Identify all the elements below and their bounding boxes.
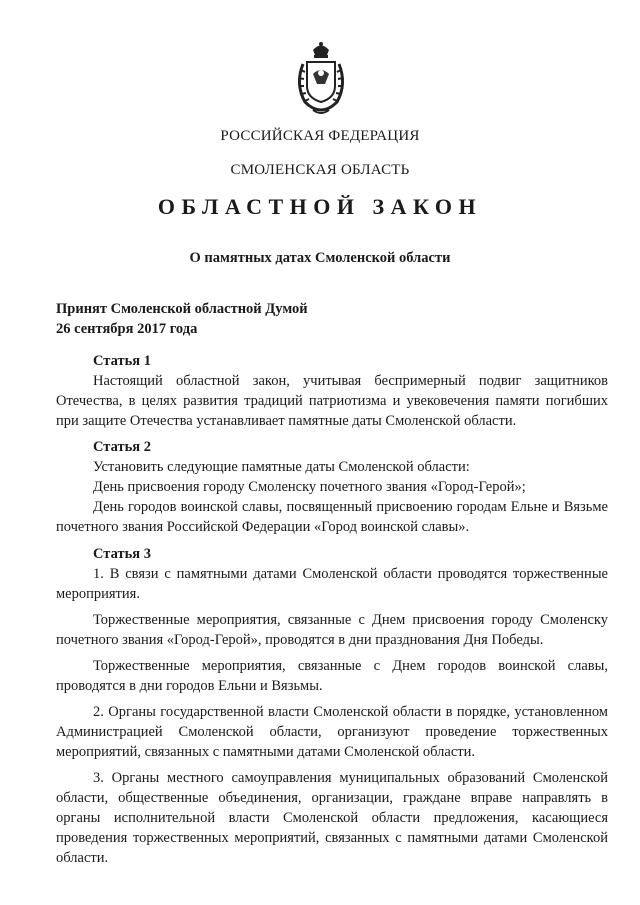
article-3 xyxy=(56,544,608,868)
article-title: Статья 3 xyxy=(93,546,151,562)
article-2 xyxy=(56,437,608,537)
adoption-date: 26 сентября 2017 года xyxy=(56,321,198,337)
article-title: Статья 1 xyxy=(93,353,151,369)
article-paragraph: Настоящий областной закон, учитывая беспримерный подвиг защитников Отечества, в целях развития традиций патриотизма и увековечения памяти погибших при защите Отечества устанавливает памятные даты Смоленской области. xyxy=(56,373,608,429)
article-paragraph: 1. В связи с памятными датами Смоленской области проводятся торжественные мероприятия. xyxy=(56,566,608,602)
law-subject-title: О памятных датах Смоленской области xyxy=(189,250,451,266)
article-paragraph: День присвоения городу Смоленску почетного звания «Город-Герой»; xyxy=(93,479,526,495)
article-paragraph: 2. Органы государственной власти Смоленской области в порядке, установленном Администрацией Смоленской области, организуют проведение торжественных мероприятий, связанных с памятными датами Смоленской области. xyxy=(56,704,608,760)
article-paragraph: Установить следующие памятные даты Смоленской области: xyxy=(93,459,470,475)
adoption-info xyxy=(56,299,308,339)
federation-heading: РОССИЙСКАЯ ФЕДЕРАЦИЯ xyxy=(220,128,420,144)
article-title: Статья 2 xyxy=(93,439,151,455)
article-1 xyxy=(56,351,608,431)
document-type-title: ОБЛАСТНОЙ ЗАКОН xyxy=(157,194,483,219)
article-paragraph: 3. Органы местного самоуправления муниципальных образований Смоленской области, общественные объединения, организации, граждане вправе направлять в органы исполнительной власти Смоленской области предложения, касающиеся проведения торжественных мероприятий, связанных с памятными датами Смоленской области. xyxy=(56,770,608,866)
adoption-body: Принят Смоленской областной Думой xyxy=(56,301,308,317)
article-paragraph: Торжественные мероприятия, связанные с Днем присвоения городу Смоленску почетного звания «Город-Герой», проводятся в дни празднования Дня Победы. xyxy=(56,612,608,648)
region-heading: СМОЛЕНСКАЯ ОБЛАСТЬ xyxy=(230,162,410,178)
article-paragraph: День городов воинской славы, посвященный присвоению городам Ельне и Вязьме почетного звания Российской Федерации «Город воинской славы». xyxy=(56,499,608,535)
coat-of-arms-icon xyxy=(291,40,351,118)
article-paragraph: Торжественные мероприятия, связанные с Днем городов воинской славы, проводятся в дни городов Ельни и Вязьмы. xyxy=(56,658,608,694)
